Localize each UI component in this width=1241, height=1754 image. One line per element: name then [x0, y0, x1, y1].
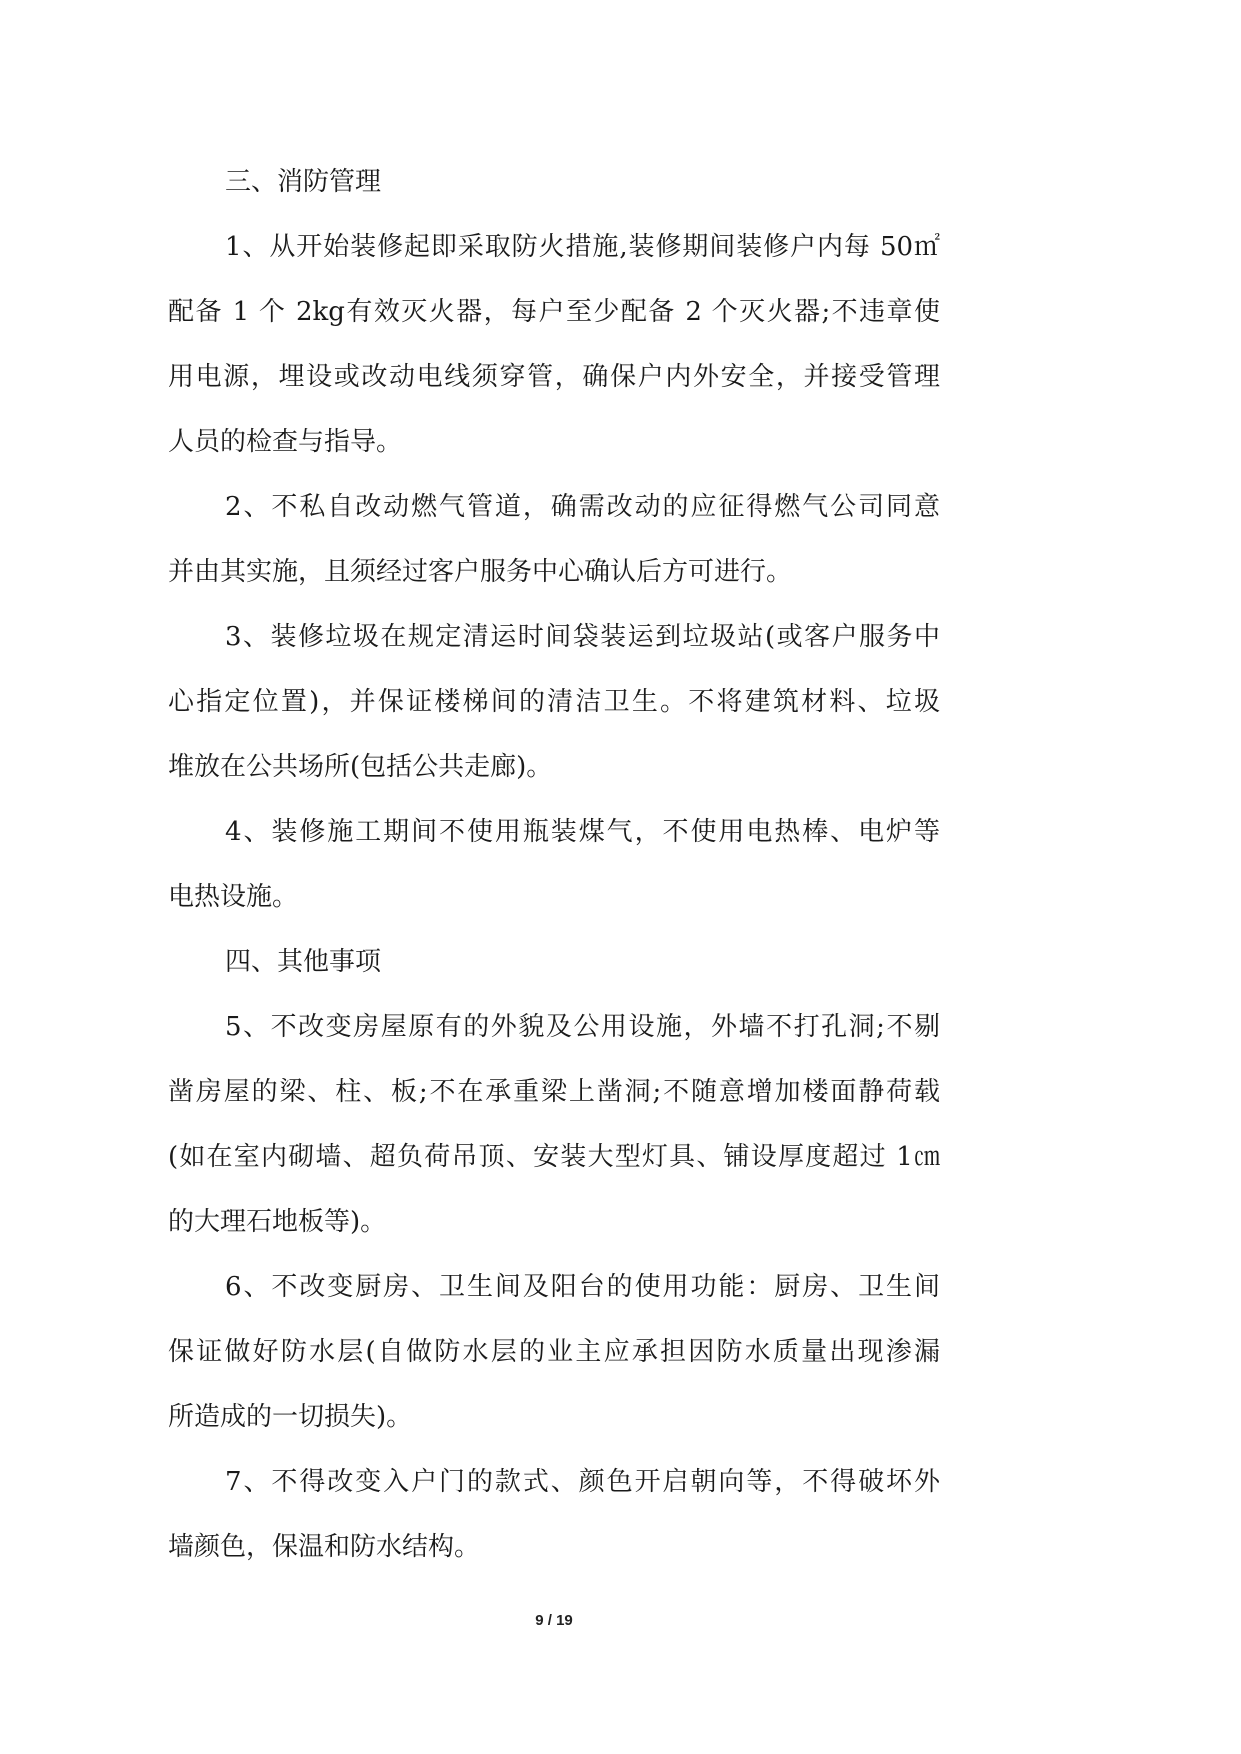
paragraph-line: 配备 1 个 2kg有效灭火器，每户至少配备 2 个灭火器;不违章使	[168, 297, 940, 327]
paragraph-line: 所造成的一切损失)。	[168, 1402, 413, 1432]
section-heading-text: 三、消防管理	[225, 167, 382, 197]
paragraph-line: 的大理石地板等)。	[168, 1207, 387, 1237]
paragraph-line: 4、装修施工期间不使用瓶装煤气，不使用电热棒、电炉等	[225, 817, 940, 847]
paragraph	[168, 800, 940, 930]
paragraph-line: 2、不私自改动燃气管道，确需改动的应征得燃气公司同意	[225, 492, 940, 522]
section-heading	[168, 150, 940, 215]
paragraph-line: 堆放在公共场所(包括公共走廊)。	[168, 752, 553, 782]
paragraph	[168, 995, 940, 1255]
paragraph-line: 3、装修垃圾在规定清运时间袋装运到垃圾站(或客户服务中	[225, 622, 940, 652]
paragraph	[168, 605, 940, 800]
paragraph-line: 5、不改变房屋原有的外貌及公用设施，外墙不打孔洞;不剔	[225, 1012, 940, 1042]
paragraph-line: 1、从开始装修起即采取防火措施,装修期间装修户内每 50㎡	[225, 232, 940, 262]
page-number: 9 / 19	[535, 1612, 573, 1629]
paragraph	[168, 475, 940, 605]
paragraph-line: 心指定位置)，并保证楼梯间的清洁卫生。不将建筑材料、垃圾	[168, 687, 940, 717]
section-heading-text: 四、其他事项	[225, 947, 382, 977]
document-body	[168, 150, 940, 1580]
paragraph-line: 7、不得改变入户门的款式、颜色开启朝向等，不得破坏外	[225, 1467, 940, 1497]
paragraph-line: 墙颜色，保温和防水结构。	[168, 1532, 481, 1562]
paragraph-line: 保证做好防水层(自做防水层的业主应承担因防水质量出现渗漏	[168, 1337, 940, 1367]
paragraph-line: 并由其实施，且须经过客户服务中心确认后方可进行。	[168, 557, 793, 587]
paragraph	[168, 1450, 940, 1580]
paragraph	[168, 215, 940, 475]
paragraph-line: 人员的检查与指导。	[168, 427, 403, 457]
paragraph-line: 用电源，埋设或改动电线须穿管，确保户内外安全，并接受管理	[168, 362, 940, 392]
paragraph-line: (如在室内砌墙、超负荷吊顶、安装大型灯具、铺设厚度超过 1㎝	[168, 1142, 940, 1172]
paragraph	[168, 1255, 940, 1450]
paragraph-line: 凿房屋的梁、柱、板;不在承重梁上凿洞;不随意增加楼面静荷载	[168, 1077, 940, 1107]
section-heading	[168, 930, 940, 995]
paragraph-line: 6、不改变厨房、卫生间及阳台的使用功能：厨房、卫生间	[225, 1272, 940, 1302]
paragraph-line: 电热设施。	[168, 882, 299, 912]
